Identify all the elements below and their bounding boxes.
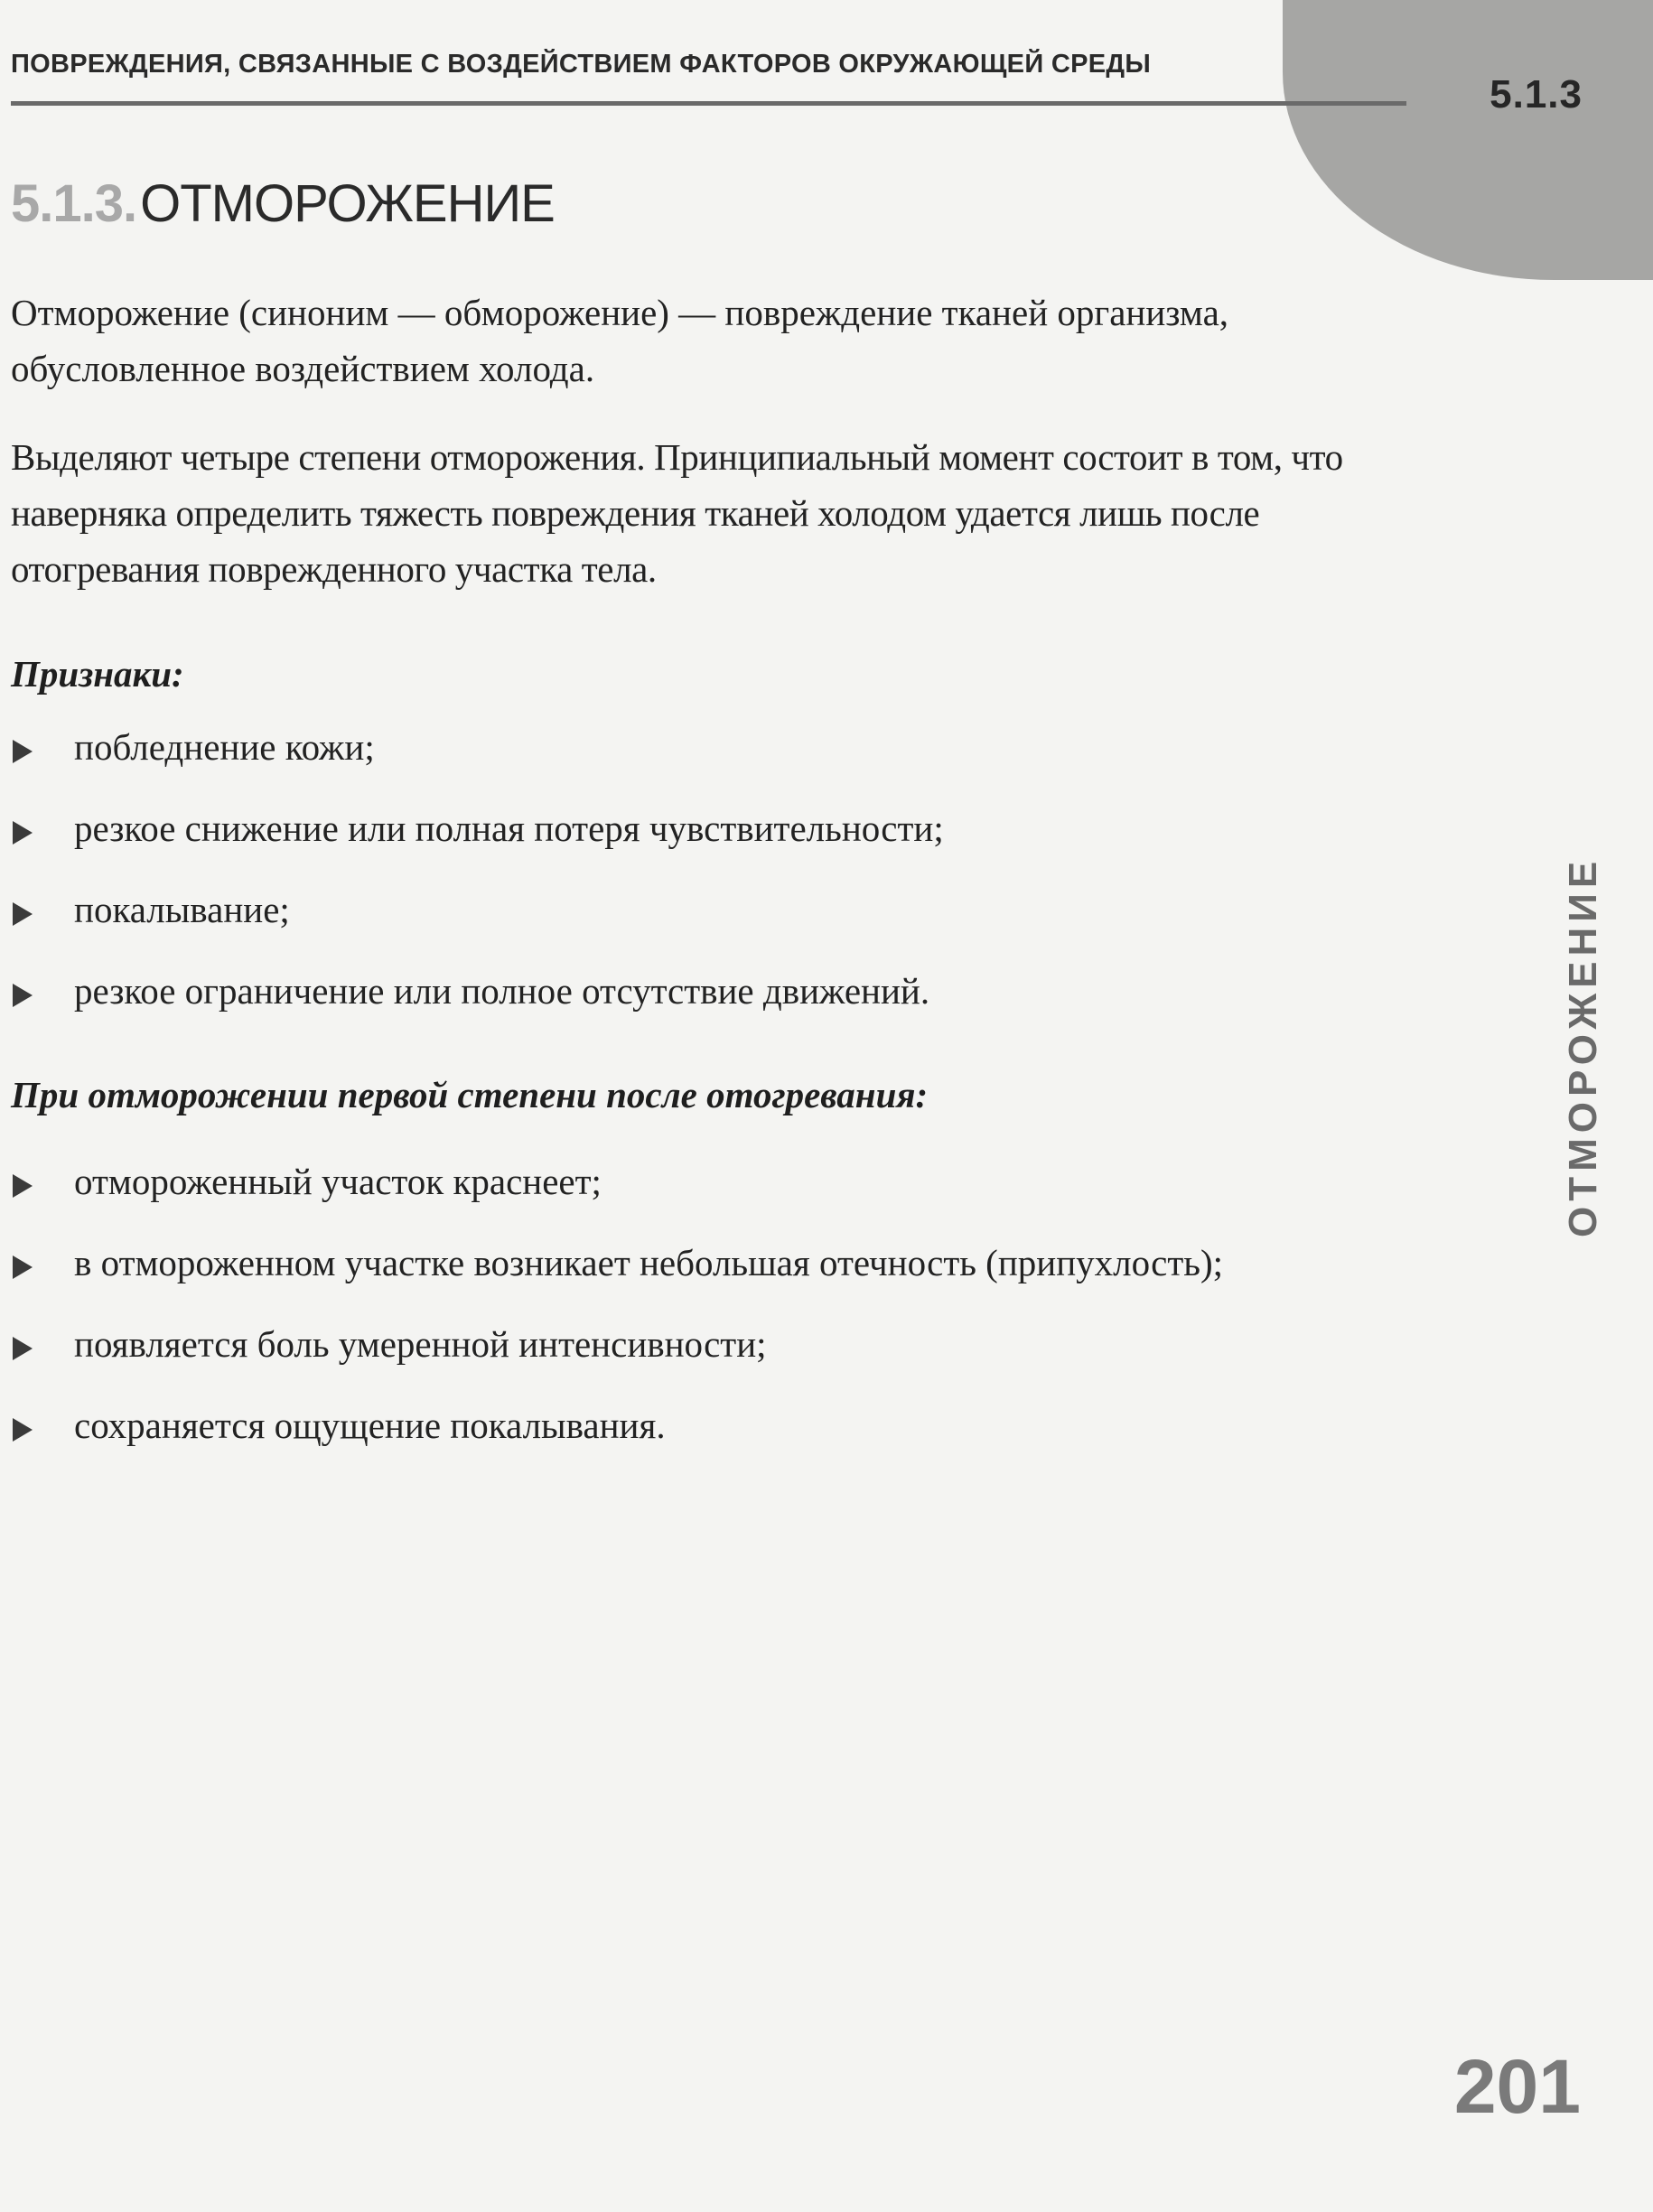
bullet-triangle-icon xyxy=(13,984,33,1007)
bullet-triangle-icon xyxy=(13,821,33,845)
list-item xyxy=(13,964,1368,1018)
side-chapter-label: ОТМОРОЖЕНИЕ xyxy=(1561,855,1605,1237)
list-item-text: появляется боль умеренной интенсивности; xyxy=(74,1323,767,1365)
list-item-text: сохраняется ощущение покалывания. xyxy=(74,1405,666,1446)
signs-list xyxy=(13,720,1368,1045)
running-head: ПОВРЕЖДЕНИЯ, СВЯЗАННЫЕ С ВОЗДЕЙСТВИЕМ ФАКТОРОВ ОКРУЖАЮЩЕЙ СРЕДЫ xyxy=(11,50,1152,79)
page-number: 201 xyxy=(1453,2044,1581,2129)
first-degree-heading: При отморожении первой степени после отогревания: xyxy=(11,1074,929,1115)
bullet-triangle-icon xyxy=(13,1174,33,1198)
list-item xyxy=(13,1236,1248,1290)
definition-paragraph: Отморожение (синоним — обморожение) — повреждение тканей организма, обусловленное воздействием холода. xyxy=(11,292,1229,389)
list-item xyxy=(13,1398,1368,1452)
bullet-triangle-icon xyxy=(13,1255,33,1279)
bullet-triangle-icon xyxy=(13,740,33,763)
list-item-text: отмороженный участок краснеет; xyxy=(74,1161,602,1202)
bullet-triangle-icon xyxy=(13,1418,33,1442)
list-item-text: покалывание; xyxy=(74,889,290,930)
section-number: 5.1.3. xyxy=(11,174,137,233)
list-item xyxy=(13,882,1368,937)
list-item xyxy=(13,801,1368,855)
first-degree-list xyxy=(13,1154,1368,1479)
header-divider xyxy=(11,101,1406,106)
list-item xyxy=(13,1154,1368,1209)
degrees-paragraph: Выделяют четыре степени отморожения. Принципиальный момент состоит в том, что наверняка определить тяжесть повреждения тканей холодом удается лишь после отогревания поврежденного участка тела. xyxy=(11,436,1343,590)
section-tab-label: 5.1.3 xyxy=(1490,72,1583,117)
bullet-triangle-icon xyxy=(13,1337,33,1360)
signs-heading: Признаки: xyxy=(11,653,184,695)
list-item-text: резкое ограничение или полное отсутствие движений. xyxy=(74,970,930,1012)
section-title-text: ОТМОРОЖЕНИЕ xyxy=(140,174,555,233)
list-item xyxy=(13,1317,1368,1371)
bullet-triangle-icon xyxy=(13,902,33,926)
list-item-text: побледнение кожи; xyxy=(74,726,375,768)
list-item xyxy=(13,720,1368,774)
section-title xyxy=(11,173,555,234)
section-corner-tab xyxy=(1283,0,1653,280)
list-item-text: резкое снижение или полная потеря чувствительности; xyxy=(74,807,944,849)
list-item-text: в отмороженном участке возникает небольшая отечность (припухлость); xyxy=(74,1242,1224,1283)
